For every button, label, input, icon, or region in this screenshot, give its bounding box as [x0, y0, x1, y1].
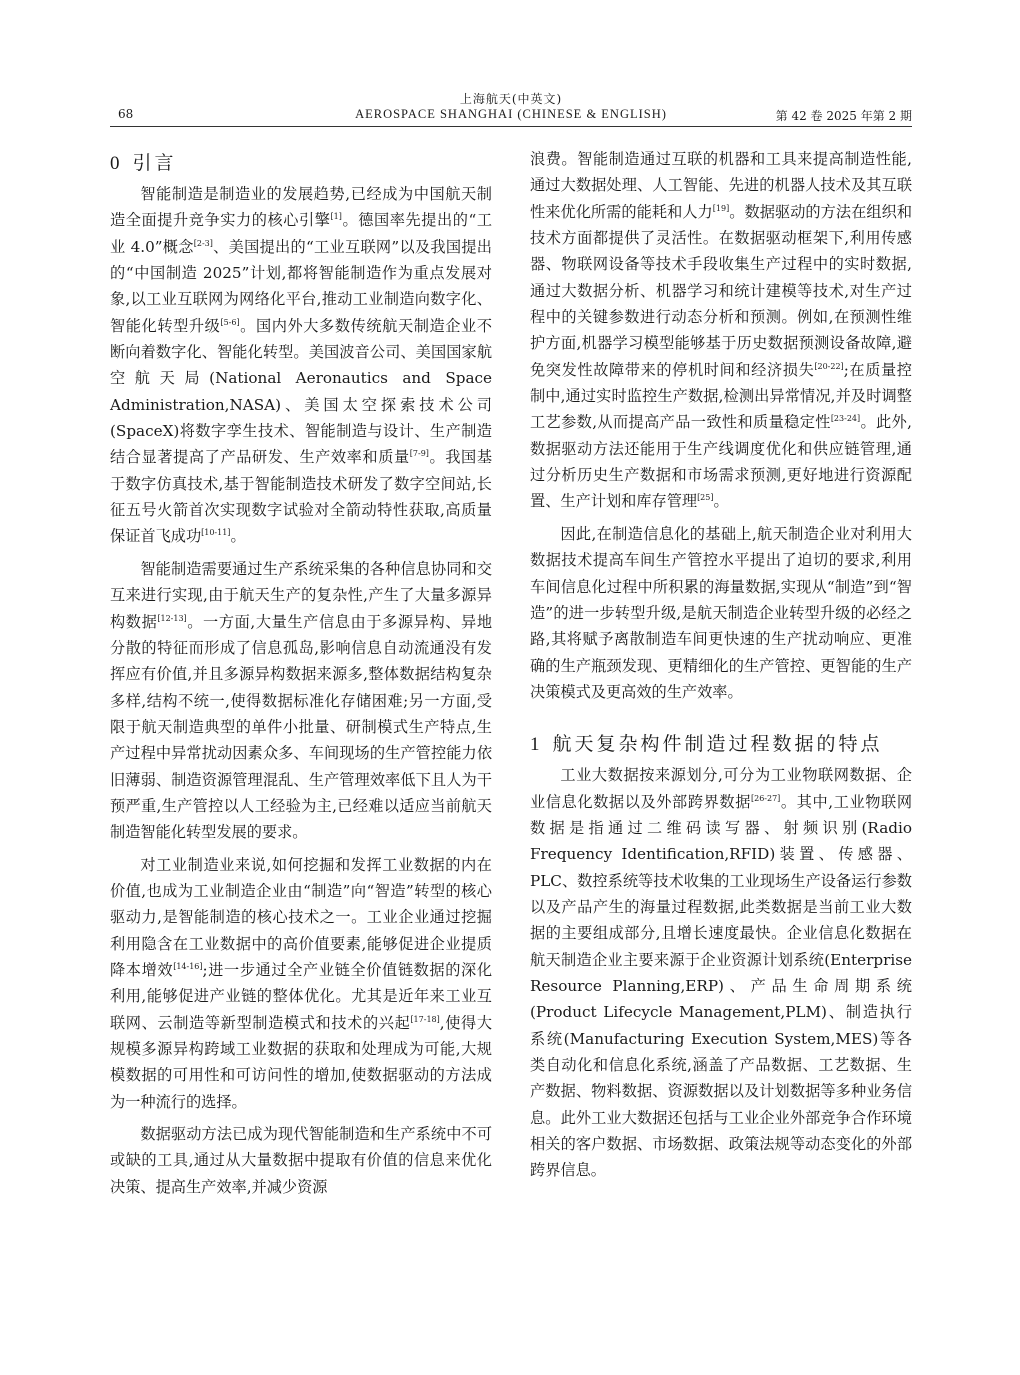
running-header	[110, 88, 912, 128]
citation[interactable]: [10-11]	[201, 528, 231, 538]
paragraph: 因此,在制造信息化的基础上,航天制造企业对利用大数据技术提高车间生产管控水平提出了迫切的要求,利用车间信息化过程中所积累的海量数据,实现从“制造”到“智造”的进一步转型升级,是航天制造企业转型升级的必经之路,其将赋予离散制造车间更快速的生产扰动响应、更准确的生产瓶颈发现、更精细化的生产管控、更智能的生产决策模式及更高效的生产效率。	[530, 524, 912, 701]
paragraph: 数据驱动方法已成为现代智能制造和生产系统中不可或缺的工具,通过从大量数据中提取有价值的信息来优化决策、提高生产效率,并减少资源	[110, 1125, 492, 1196]
issue-info: 第 42 卷 2025 年第 2 期	[775, 109, 912, 123]
section-heading-1	[530, 727, 912, 762]
section-title: 航天复杂构件制造过程数据的特点	[552, 733, 883, 756]
citation[interactable]: [7-9]	[409, 449, 429, 459]
paragraph: 智能制造是制造业的发展趋势,已经成为中国航天制造全面提升竞争实力的核心引擎[1]。德国率先提出的“工业 4.0”概念[2-3]、美国提出的“工业互联网”以及我国提出的“中国制造 2025”计划,都将智能制造作为重点发展对象,以工业互联网为网络化平台,推动工业制造向数字化、智能化转型升级[5-6]。国内外大多数传统航天制造企业不断向着数字化、智能化转型。美国波音公司、美国国家航空航天局(National Aeronautics and Space Administration,NASA)、美国太空探索技术公司(SpaceX)将数字孪生技术、智能制造与设计、生产制造结合显著提高了产品研发、生产效率和质量[7-9]。我国基于数字仿真技术,基于智能制造技术研发了数字空间站,长征五号火箭首次实现数字试验对全箭动特性获取,高质量保证首飞成功[10-11]。	[110, 185, 493, 546]
citation[interactable]: [12-13]	[157, 613, 187, 623]
section-title: 引言	[132, 152, 177, 174]
citation[interactable]: [17-18]	[410, 1014, 440, 1024]
citation[interactable]: [19]	[712, 203, 730, 213]
citation[interactable]: [25]	[697, 493, 714, 503]
paragraph: 智能制造需要通过生产系统采集的各种信息协同和交互来进行实现,由于航天生产的复杂性,产生了大量多源异构数据[12-13]。一方面,大量生产信息由于多源异构、异地分散的特征而形成了信息孤岛,影响信息自动流通没有发挥应有价值,并且多源异构数据来源多,整体数据结构复杂多样,结构不统一,使得数据标准化存储困难;另一方面,受限于航天制造典型的单件小批量、研制模式生产特点,生产过程中异常扰动因素众多、车间现场的生产管控能力依旧薄弱、制造资源管理混乱、生产管理效率低下且人为干预严重,生产管控以人工经验为主,已经难以适应当前航天制造智能化转型发展的要求。	[110, 559, 493, 842]
paragraph: 工业大数据按来源划分,可分为工业物联网数据、企业信息化数据以及外部跨界数据[26-27]。其中,工业物联网数据是指通过二维码读写器、射频识别(Radio Frequency Identification,RFID)装置、传感器、PLC、数控系统等技术收集的工业现场生产设备运行参数以及产品产生的海量过程数据,此类数据是当前工业大数据的主要组成部分,且增长速度最快。企业信息化数据在航天制造企业主要来源于企业资源计划系统(Enterprise Resource Planning,ERP)、产品生命周期系统(Product Lifecycle Management,PLM)、制造执行系统(Manufacturing Execution System,MES)等各类自动化和信息化系统,涵盖了产品数据、工艺数据、生产数据、物料数据、资源数据以及计划数据等多种业务信息。此外工业大数据还包括与工业企业外部竞争合作环境相关的客户数据、市场数据、政策法规等动态变化的外部跨界信息。	[530, 766, 913, 1180]
citation[interactable]: [2-3]	[193, 238, 213, 248]
citation[interactable]: [14-16]	[173, 961, 203, 971]
journal-title-en: AEROSPACE SHANGHAI (CHINESE & ENGLISH)	[355, 107, 667, 121]
citation[interactable]: [26-27]	[751, 793, 781, 803]
paragraph-continued: 浪费。智能制造通过互联的机器和工具来提高制造性能,通过大数据处理、人工智能、先进的机器人技术及其互联性来优化所需的能耗和人力[19]。数据驱动的方法在组织和技术方面都提供了灵活性。在数据驱动框架下,利用传感器、物联网设备等技术手段收集生产过程中的实时数据,通过大数据分析、机器学习和统计建模等技术,对生产过程中的关键参数进行动态分析和预测。例如,在预测性维护方面,机器学习模型能够基于历史数据预测设备故障,避免突发性故障带来的停机时间和经济损失[20-22];在质量控制中,通过实时监控生产数据,检测出异常情况,并及时调整工艺参数,从而提高产品一致性和质量稳定性[23-24]。此外,数据驱动方法还能用于生产线调度优化和供应链管理,通过分析历史生产数据和市场需求预测,更好地进行资源配置、生产计划和库存管理[25]。	[530, 150, 913, 511]
citation[interactable]: [1]	[330, 212, 342, 222]
section-number: 1	[530, 734, 543, 756]
section-heading-introduction	[110, 146, 492, 181]
citation[interactable]: [20-22]	[814, 361, 844, 371]
section-number: 0	[110, 153, 123, 174]
citation[interactable]: [5-6]	[220, 317, 240, 327]
header-rule	[110, 126, 912, 127]
citation[interactable]: [23-24]	[830, 414, 861, 424]
page-number: 68	[118, 107, 134, 121]
left-column	[110, 146, 492, 1200]
right-column	[530, 146, 912, 1184]
paragraph: 对工业制造业来说,如何挖掘和发挥工业数据的内在价值,也成为工业制造企业由“制造”向“智造”转型的核心驱动力,是智能制造的核心技术之一。工业企业通过挖掘利用隐含在工业数据中的高价值要素,能够促进企业提质降本增效[14-16];进一步通过全产业链全价值链数据的深化利用,能够促进产业链的整体优化。尤其是近年来工业互联网、云制造等新型制造模式和技术的兴起[17-18],使得大规模多源异构跨域工业数据的获取和处理成为可能,大规模数据的可用性和可访问性的增加,使数据驱动的方法成为一种流行的选择。	[110, 855, 493, 1111]
journal-title-cn: 上海航天(中英文)	[459, 92, 563, 106]
